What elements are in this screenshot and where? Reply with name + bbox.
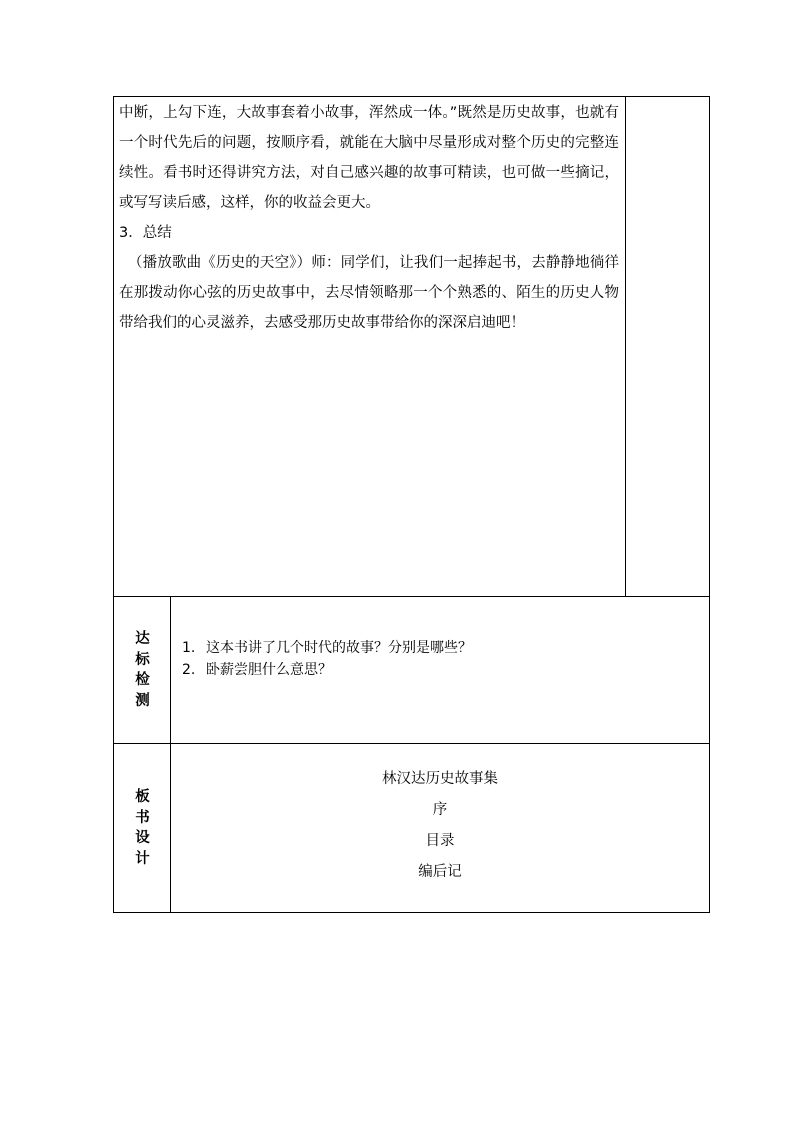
label-char: 计 (135, 850, 150, 867)
label-char: 板 (135, 789, 150, 805)
question-text: 这本书讲了几个时代的故事？分别是哪些？ (206, 640, 472, 656)
question-item (182, 659, 472, 681)
table-border-right (709, 96, 710, 913)
label-char: 书 (135, 809, 150, 826)
question-number: 2. (182, 662, 196, 678)
label-char: 达 (135, 631, 150, 647)
table-border-bottom (113, 912, 710, 913)
main-cell-text (119, 98, 619, 338)
row-divider-2 (113, 743, 710, 744)
label-char: 标 (135, 651, 150, 668)
board-title: 林汉达历史故事集 (382, 771, 498, 787)
row-divider-1 (113, 596, 710, 597)
board-line: 目录 (425, 833, 455, 849)
board-section-label (114, 787, 171, 869)
question-text: 卧薪尝胆什么意思？ (206, 662, 332, 678)
paragraph-continuation: 中断，上勾下连，大故事套着小故事，浑然成一体。”既然是历史故事，也就有一个时代先后的问题，按顺序看，就能在大脑中尽量形成对整个历史的完整连续性。看书时还得讲究方法，对自己感兴趣的故事可精读，也可做一些摘记，或写写读后感，这样，你的收益会更大。 (119, 105, 619, 211)
main-cell-divider (625, 96, 626, 597)
question-number: 1. (182, 640, 196, 656)
label-char: 检 (135, 672, 150, 688)
question-item (182, 637, 472, 659)
table-border-top (113, 96, 710, 97)
label-char: 测 (135, 692, 150, 709)
section-heading-summary: 3．总结 (119, 225, 172, 241)
board-line: 序 (432, 802, 448, 818)
board-line: 编后记 (418, 864, 462, 880)
question-list (182, 637, 472, 681)
check-section-label (114, 629, 171, 711)
label-char: 设 (135, 830, 150, 846)
paragraph-summary: （播放歌曲《历史的天空》）师：同学们，让我们一起捧起书，去静静地徜徉在那拨动你心弦的历史故事中，去尽情领略那一个个熟悉的、陌生的历史人物带给我们的心灵滋养，去感受那历史故事带给你的深深启迪吧！ (119, 255, 619, 331)
board-design-content (171, 764, 709, 888)
